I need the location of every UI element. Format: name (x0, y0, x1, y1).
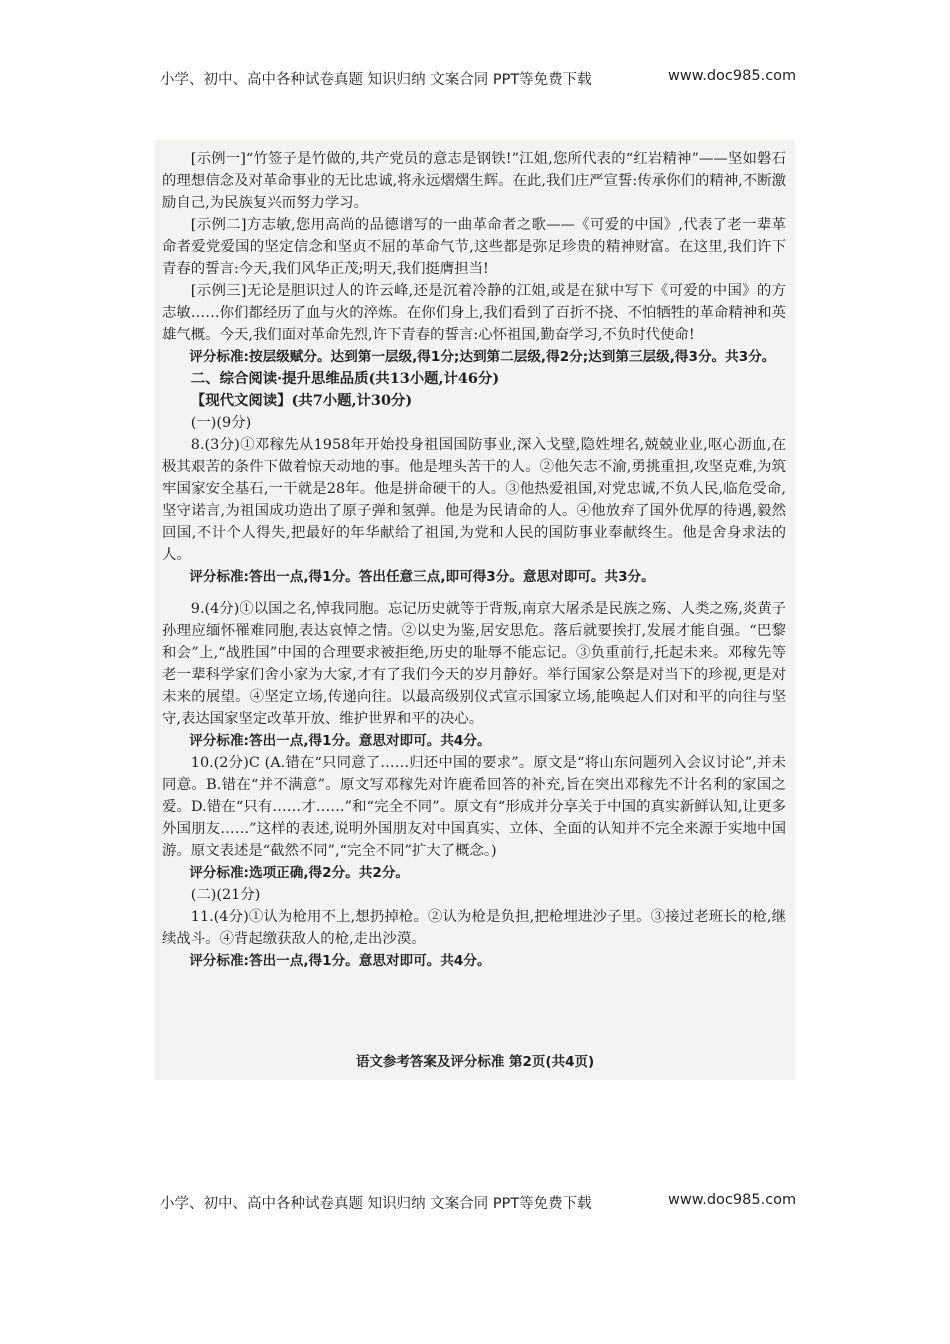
banner-title: 小学、初中、高中各种试卷真题 知识归纳 文案合同 PPT等免费下载 (160, 1196, 592, 1212)
answer-8: 8.(3分)①邓稼先从1958年开始投身祖国国防事业,深入戈壁,隐姓埋名,兢兢业业,呕心沥血,在极其艰苦的条件下做着惊天动地的事。他是埋头苦干的人。②他矢志不渝,勇挑重担,攻坚克难,为筑牢国家安全基石,一干就是28年。他是拼命硬干的人。③他热爱祖国,对党忠诚,不负人民,临危受命,坚守诺言,为祖国成功造出了原子弹和氢弹。他是为民请命的人。④他放弃了国外优厚的待遇,毅然回国,不计个人得失,把最好的年华献给了祖国,为党和人民的国防事业奉献终生。他是舍身求法的人。 (162, 437, 786, 563)
banner-url[interactable]: www.doc985.com (668, 1192, 797, 1208)
part-two-label: (二)(21分) (190, 887, 261, 903)
scoring-rule: 评分标准:答出一点,得1分。意思对即可。共4分。 (189, 733, 491, 749)
answer-9: 9.(4分)①以国之名,悼我同胞。忘记历史就等于背叛,南京大屠杀是民族之殇、人类之殇,炎黄子孙理应缅怀罹难同胞,表达哀悼之情。②以史为鉴,居安思危。落后就要挨打,发展才能自强。“巴黎和会”上,“战胜国”中国的合理要求被拒绝,历史的耻辱不能忘记。③负重前行,托起未来。邓稼先等老一辈科学家们舍小家为大家,才有了我们今天的岁月静好。举行国家公祭是对当下的珍视,更是对未来的展望。④坚定立场,传递向往。以最高级别仪式宣示国家立场,能唤起人们对和平的向往与坚守,表达国家坚定改革开放、维护世界和平的决心。 (162, 601, 786, 727)
example-two: [示例二]方志敏,您用高尚的品德谱写的一曲革命者之歌——《可爱的中国》,代表了老一辈革命者爱党爱国的坚定信念和坚贞不屈的革命气节,这些都是弥足珍贵的精神财富。在这里,我们许下青春的誓言:今天,我们风华正茂;明天,我们挺膺担当! (162, 217, 786, 277)
top-banner (0, 68, 950, 94)
banner-url[interactable]: www.doc985.com (668, 68, 797, 84)
answer-11: 11.(4分)①认为枪用不上,想扔掉枪。②认为枪是负担,把枪埋进沙子里。③接过老班长的枪,继续战斗。④背起缴获敌人的枪,走出沙漠。 (162, 909, 786, 947)
scoring-rule: 评分标准:选项正确,得2分。共2分。 (189, 865, 410, 881)
scoring-rule: 评分标准:答出一点,得1分。答出任意三点,即可得3分。意思对即可。共3分。 (189, 569, 655, 585)
scoring-rule: 评分标准:答出一点,得1分。意思对即可。共4分。 (189, 953, 491, 969)
answer-10: 10.(2分)C (A.错在“只同意了……归还中国的要求”。原文是“将山东问题列入会议讨论”,并未同意。B.错在“并不满意”。原文写邓稼先对许鹿希回答的补充,旨在突出邓稼先不计名利的家国之爱。D.错在“只有……才……”和“完全不同”。原文有“形成并分享关于中国的真实新鲜认知,让更多外国朋友……”这样的表述,说明外国朋友对中国真实、立体、全面的认知并不完全来源于实地中国游。原文表述是“截然不同”,“完全不同”扩大了概念。) (162, 755, 786, 859)
subsection-heading: 【现代文阅读】(共7小题,计30分) (190, 392, 413, 409)
section-heading: 二、综合阅读·提升思维品质(共13小题,计46分) (190, 370, 500, 387)
page-footer: 语文参考答案及评分标准 第2页(共4页) (355, 1054, 595, 1070)
banner-title: 小学、初中、高中各种试卷真题 知识归纳 文案合同 PPT等免费下载 (160, 72, 592, 88)
example-three: [示例三]无论是胆识过人的许云峰,还是沉着冷静的江姐,或是在狱中写下《可爱的中国》的方志敏……你们都经历了血与火的淬炼。在你们身上,我们看到了百折不挠、不怕牺牲的革命精神和英雄气概。今天,我们面对革命先烈,许下青春的誓言:心怀祖国,勤奋学习,不负时代使命! (162, 283, 786, 343)
scoring-rule: 评分标准:按层级赋分。达到第一层级,得1分;达到第二层级,得2分;达到第三层级,得3分。共3分。 (189, 349, 776, 365)
example-one: [示例一]“竹签子是竹做的,共产党员的意志是钢铁!”江姐,您所代表的“红岩精神”——坚如磐石的理想信念及对革命事业的无比忠诚,将永远熠熠生辉。在此,我们庄严宣誓:传承你们的精神,不断激励自己,为民族复兴而努力学习。 (162, 151, 786, 211)
answer-content (162, 148, 786, 972)
part-one-label: (一)(9分) (190, 415, 252, 431)
bottom-banner (0, 1192, 950, 1218)
